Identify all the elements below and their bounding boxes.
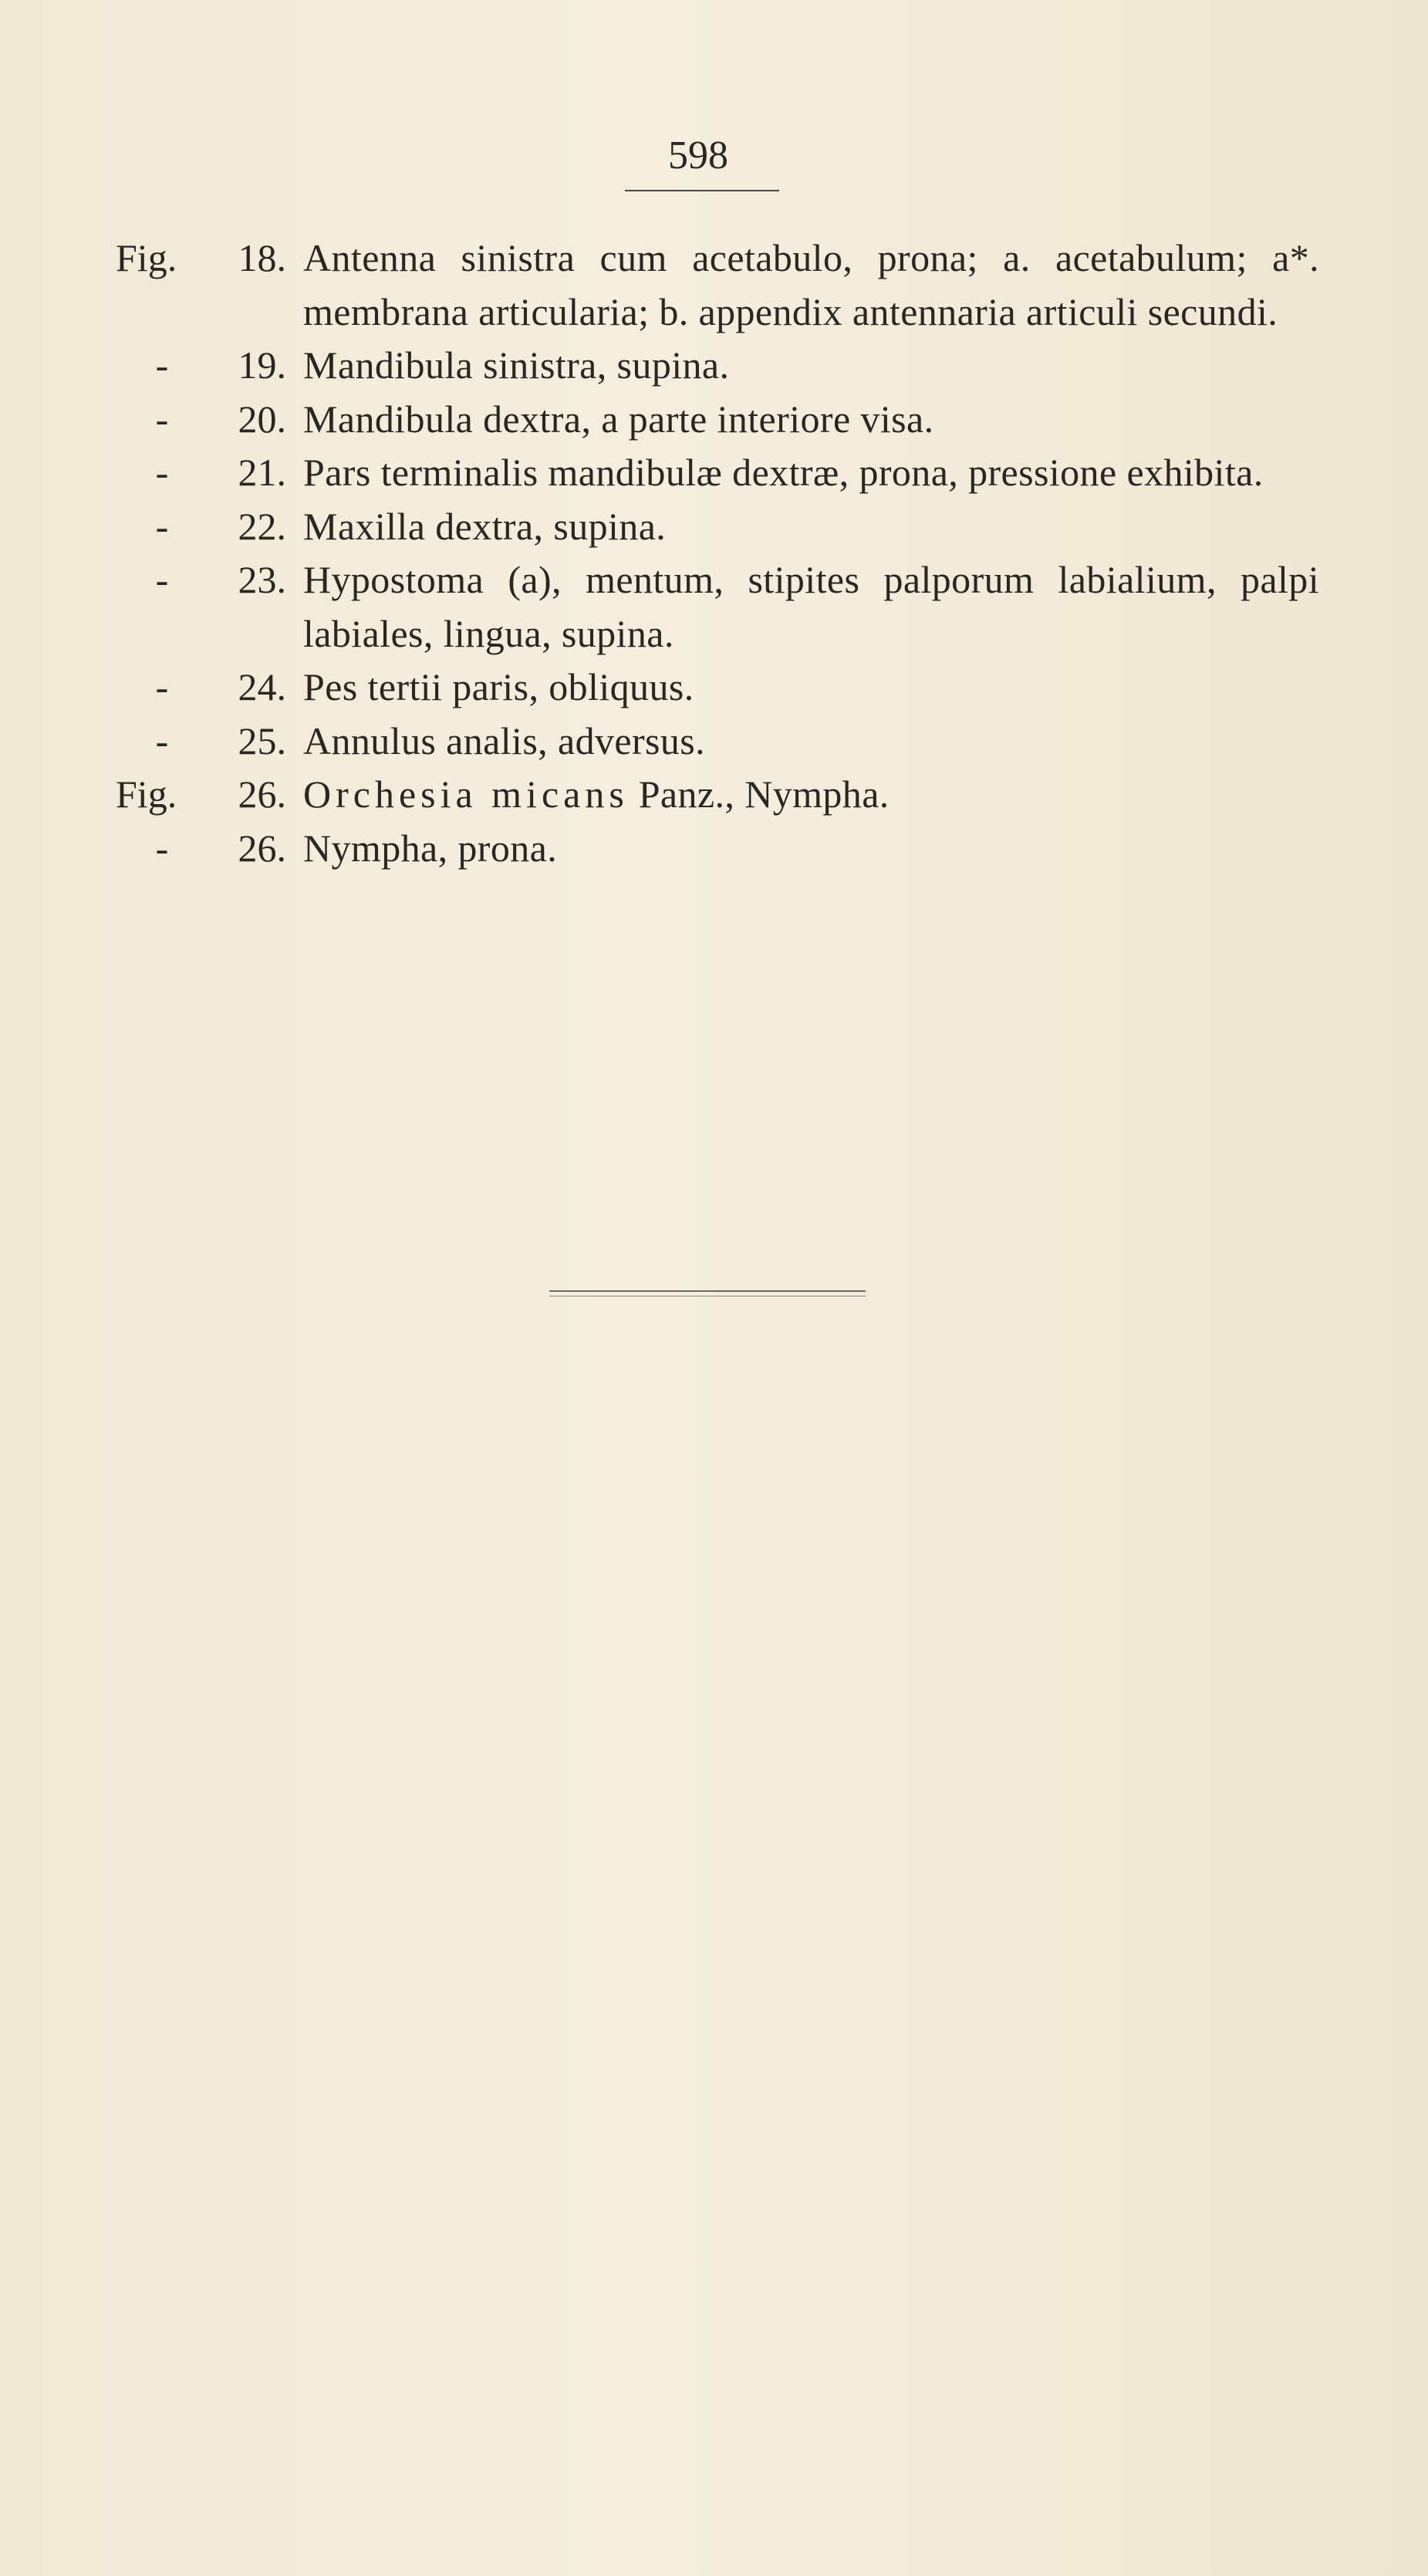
entry-number: 21. xyxy=(238,451,286,494)
entry-label xyxy=(116,339,303,393)
species-authority: Panz., Nympha. xyxy=(628,772,890,816)
entry-label xyxy=(116,232,303,286)
entry-label xyxy=(116,393,303,447)
entry-prefix: - xyxy=(155,451,169,494)
entry-text: Annulus analis, adversus. xyxy=(303,718,706,762)
entry-number: 26. xyxy=(238,772,286,816)
entry-text: Pes tertii paris, obliquus. xyxy=(303,665,694,708)
entry-number: 24. xyxy=(238,665,286,708)
entry-label xyxy=(116,715,303,769)
figure-entry-26-heading xyxy=(116,768,1319,822)
entry-text: Antenna sinistra cum acetabulo, prona; a. acetabulum; a*. membrana articularia; b. appendix antennaria articuli secundi. xyxy=(303,236,1319,333)
entry-text xyxy=(303,768,1319,822)
entry-prefix: - xyxy=(155,665,169,708)
entry-label xyxy=(116,661,303,715)
entry-prefix: - xyxy=(155,397,169,441)
entry-prefix: Fig. xyxy=(116,772,177,816)
entry-label xyxy=(116,768,303,822)
end-rule-divider xyxy=(549,1290,866,1296)
entry-label xyxy=(116,446,303,500)
entry-number: 19. xyxy=(238,343,286,387)
entry-text: Hypostoma (a), mentum, stipites palporum labialium, palpi labiales, lingua, supina. xyxy=(303,558,1319,655)
figure-entry-19 xyxy=(116,339,1319,393)
page-number: 598 xyxy=(668,134,728,177)
entry-prefix: - xyxy=(155,504,169,548)
figure-entry-25 xyxy=(116,715,1319,769)
figure-entry-23 xyxy=(116,553,1319,661)
entry-text: Mandibula sinistra, supina. xyxy=(303,343,730,387)
entry-text: Maxilla dextra, supina. xyxy=(303,504,667,548)
entry-label xyxy=(116,500,303,554)
entry-number: 18. xyxy=(238,236,286,279)
entry-prefix: - xyxy=(155,343,169,387)
figure-entry-24 xyxy=(116,661,1319,715)
figure-legend-list xyxy=(116,232,1319,875)
entry-number: 25. xyxy=(238,718,286,762)
entry-text: Mandibula dextra, a parte interiore visa. xyxy=(303,397,934,441)
entry-number: 20. xyxy=(238,397,286,441)
figure-entry-22 xyxy=(116,500,1319,554)
entry-text: Nympha, prona. xyxy=(303,826,558,870)
page-number-underline xyxy=(625,190,779,191)
entry-prefix: - xyxy=(155,558,169,601)
entry-number: 22. xyxy=(238,504,286,548)
entry-label xyxy=(116,822,303,876)
entry-prefix: - xyxy=(155,826,169,870)
entry-number: 26. xyxy=(238,826,286,870)
figure-entry-20 xyxy=(116,393,1319,447)
figure-entry-18 xyxy=(116,232,1319,339)
entry-label xyxy=(116,553,303,607)
entry-prefix: - xyxy=(155,718,169,762)
entry-text: Pars terminalis mandibulæ dextræ, prona, pressione exhibita. xyxy=(303,451,1264,494)
entry-prefix: Fig. xyxy=(116,236,177,279)
entry-number: 23. xyxy=(238,558,286,601)
species-name: Orchesia micans xyxy=(303,772,629,816)
figure-entry-21 xyxy=(116,446,1319,500)
figure-entry-26 xyxy=(116,822,1319,876)
